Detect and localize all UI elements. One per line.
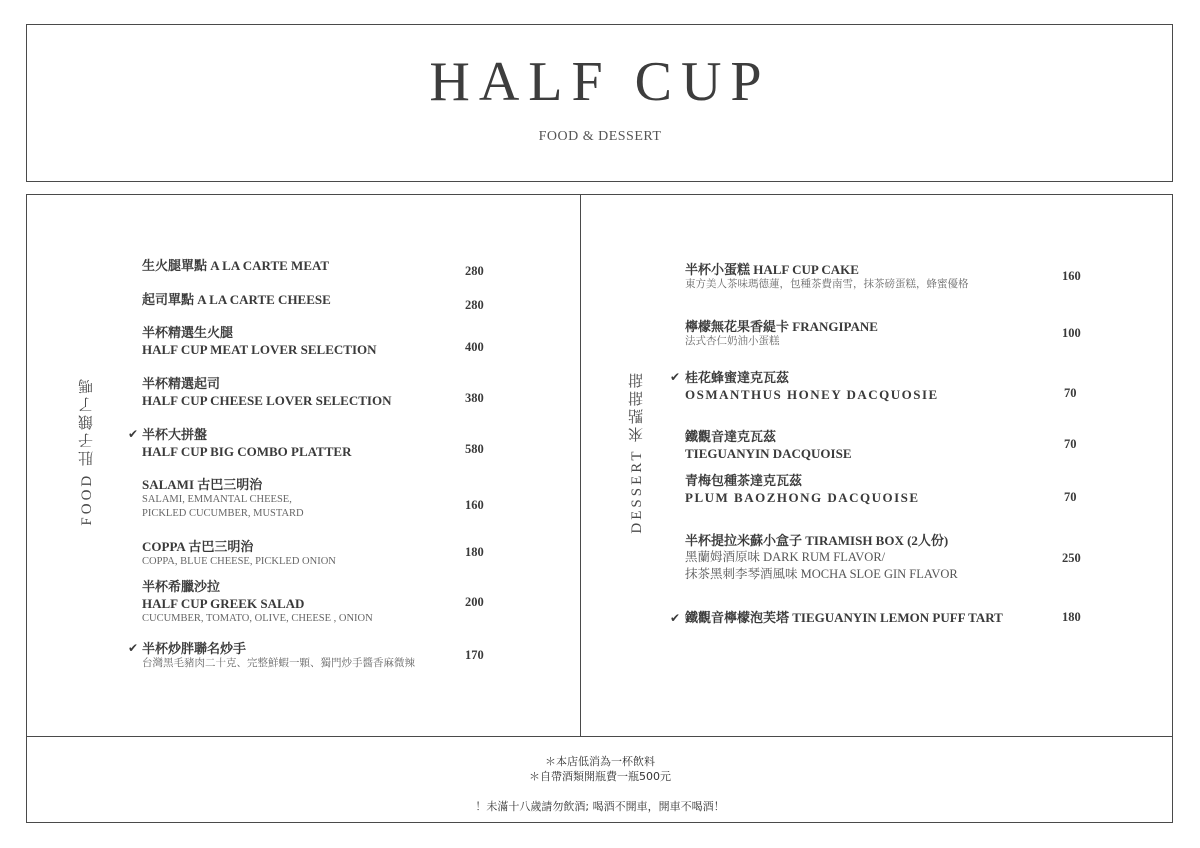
item-name: 半杯提拉米蘇小盒子 TIRAMISH BOX (2人份) <box>685 533 949 548</box>
item-price: 400 <box>465 340 484 354</box>
item-name-zh: 半杯希臘沙拉 <box>142 579 221 594</box>
dessert-item <box>685 532 958 583</box>
item-name: SALAMI 古巴三明治 <box>142 477 263 492</box>
item-price: 580 <box>465 442 484 456</box>
brand-title: HALF CUP <box>429 51 771 113</box>
food-item <box>142 257 329 274</box>
food-item <box>142 640 415 671</box>
dessert-section-label: DESSERT 來點甜甜 <box>629 370 645 534</box>
item-name-en: HALF CUP BIG COMBO PLATTER <box>142 444 352 459</box>
item-name-zh: 半杯精選起司 <box>142 376 221 391</box>
item-description: 台灣黑毛豬肉二十克、完整鮮蝦一顆、獨門炒手醬香麻微辣 <box>142 658 415 669</box>
footer-alcohol-warning: ！未滿十八歲請勿飲酒; 喝酒不開車，開車不喝酒！ <box>475 800 725 813</box>
dessert-item <box>685 609 1003 626</box>
recommend-check-icon: ✔ <box>670 370 681 384</box>
dessert-item <box>685 369 939 403</box>
header-separator <box>26 194 1173 195</box>
item-price: 200 <box>465 595 484 609</box>
item-name: 半杯小蛋糕 HALF CUP CAKE <box>685 262 859 277</box>
item-name: 鐵觀音檸檬泡芙塔 TIEGUANYIN LEMON PUFF TART <box>685 610 1003 625</box>
item-name-en: HALF CUP MEAT LOVER SELECTION <box>142 342 377 357</box>
item-description: 抹茶黑刺李琴酒風味 MOCHA SLOE GIN FLAVOR <box>685 567 958 581</box>
footer-corkage-note: ＊自帶酒類開瓶費一瓶500元 <box>529 770 671 783</box>
item-description: PICKLED CUCUMBER, MUSTARD <box>142 508 304 519</box>
item-name-en: HALF CUP GREEK SALAD <box>142 596 305 611</box>
item-description: COPPA, BLUE CHEESE, PICKLED ONION <box>142 556 336 567</box>
item-price: 100 <box>1062 326 1081 340</box>
column-divider <box>580 194 581 736</box>
dessert-item <box>685 428 852 462</box>
brand-subtitle: FOOD & DESSERT <box>538 129 662 144</box>
item-name-en: PLUM BAOZHONG DACQUOISE <box>685 490 920 505</box>
item-name-zh: 桂花蜂蜜達克瓦茲 <box>685 370 790 385</box>
item-name: 檸檬無花果香緹卡 FRANGIPANE <box>685 319 878 334</box>
item-price: 280 <box>465 264 484 278</box>
item-price: 70 <box>1064 437 1077 451</box>
item-description: 法式杏仁奶油小蛋糕 <box>685 336 780 347</box>
item-description: 黑蘭姆酒原味 DARK RUM FLAVOR/ <box>685 550 886 564</box>
item-price: 180 <box>1062 610 1081 624</box>
item-price: 70 <box>1064 386 1077 400</box>
food-item <box>142 375 391 409</box>
food-item <box>142 538 336 569</box>
item-price: 250 <box>1062 551 1081 565</box>
item-price: 70 <box>1064 490 1077 504</box>
food-item <box>142 426 351 460</box>
item-price: 160 <box>465 498 484 512</box>
dessert-item <box>685 318 878 349</box>
item-description: SALAMI, EMMANTAL CHEESE, <box>142 494 292 505</box>
item-name-zh: 半杯精選生火腿 <box>142 325 234 340</box>
item-name-zh: 青梅包種茶達克瓦茲 <box>685 473 803 488</box>
recommend-check-icon: ✔ <box>128 641 139 655</box>
footer-separator <box>26 736 1173 737</box>
food-section-label: FOOD 肚子餓了嗎 <box>79 376 95 526</box>
item-price: 180 <box>465 545 484 559</box>
item-name-zh: 半杯大拼盤 <box>142 427 208 442</box>
item-name-en: TIEGUANYIN DACQUOISE <box>685 446 852 461</box>
food-item <box>142 476 304 521</box>
item-name: 生火腿單點 A LA CARTE MEAT <box>142 258 330 273</box>
item-price: 280 <box>465 298 484 312</box>
dessert-item <box>685 261 969 292</box>
item-description: 東方美人茶味瑪德蓮，包種茶費南雪，抹茶磅蛋糕，蜂蜜優格 <box>685 279 969 290</box>
item-price: 160 <box>1062 269 1081 283</box>
recommend-check-icon: ✔ <box>670 611 681 625</box>
item-name: 半杯炒胖聯名炒手 <box>142 641 247 656</box>
item-description: CUCUMBER, TOMATO, OLIVE, CHEESE , ONION <box>142 613 373 624</box>
item-price: 380 <box>465 391 484 405</box>
food-item <box>142 324 377 358</box>
item-name-en: OSMANTHUS HONEY DACQUOSIE <box>685 387 939 402</box>
item-name-zh: 鐵觀音達克瓦茲 <box>685 429 777 444</box>
item-name: 起司單點 A LA CARTE CHEESE <box>142 292 331 307</box>
dessert-item <box>685 472 920 506</box>
food-item <box>142 291 331 308</box>
food-item <box>142 578 373 626</box>
footer-min-charge-note: ＊本店低消為一杯飲料 <box>545 755 655 768</box>
item-price: 170 <box>465 648 484 662</box>
item-name-en: HALF CUP CHEESE LOVER SELECTION <box>142 393 392 408</box>
item-name: COPPA 古巴三明治 <box>142 539 254 554</box>
recommend-check-icon: ✔ <box>128 427 139 441</box>
